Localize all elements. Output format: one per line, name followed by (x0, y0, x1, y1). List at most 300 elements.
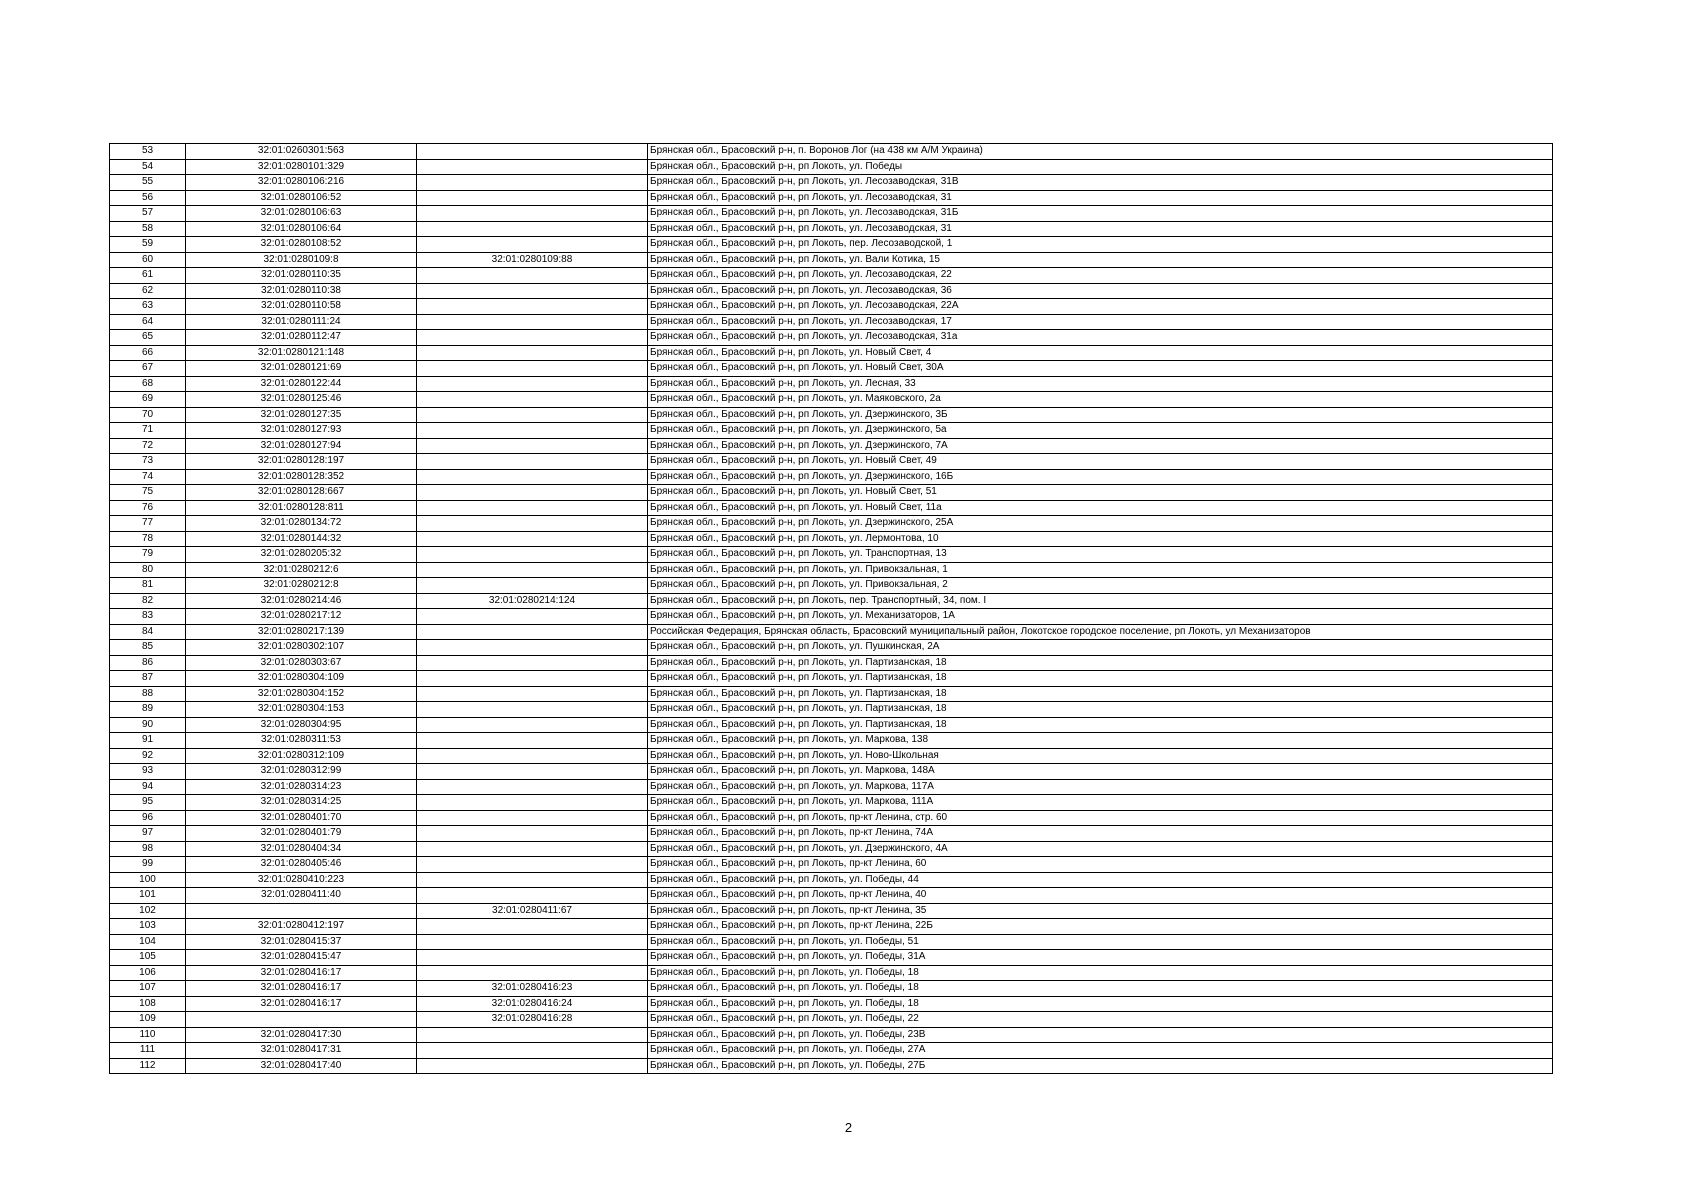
document-table (109, 143, 1553, 1074)
address-cell: Брянская обл., Брасовский р-н, рп Локоть, пр-кт Ленина, 40 (648, 888, 1553, 904)
row-number-cell: 106 (110, 965, 186, 981)
address-cell: Брянская обл., Брасовский р-н, рп Локоть, ул. Новый Свет, 49 (648, 454, 1553, 470)
related-cadastral-number-cell (417, 795, 648, 811)
row-number-cell: 62 (110, 283, 186, 299)
row-number-cell: 110 (110, 1027, 186, 1043)
cadastral-number-cell: 32:01:0280134:72 (186, 516, 417, 532)
cadastral-number-cell: 32:01:0280411:40 (186, 888, 417, 904)
table-row (110, 361, 1553, 377)
cadastral-number-cell: 32:01:0280205:32 (186, 547, 417, 563)
row-number-cell: 55 (110, 175, 186, 191)
table-row (110, 159, 1553, 175)
table-row (110, 438, 1553, 454)
cadastral-number-cell: 32:01:0280401:79 (186, 826, 417, 842)
table-row (110, 872, 1553, 888)
cadastral-number-cell: 32:01:0280212:8 (186, 578, 417, 594)
table-row (110, 996, 1553, 1012)
related-cadastral-number-cell (417, 423, 648, 439)
row-number-cell: 61 (110, 268, 186, 284)
cadastral-number-cell: 32:01:0280127:35 (186, 407, 417, 423)
related-cadastral-number-cell (417, 283, 648, 299)
row-number-cell: 54 (110, 159, 186, 175)
row-number-cell: 60 (110, 252, 186, 268)
related-cadastral-number-cell (417, 1027, 648, 1043)
cadastral-number-cell: 32:01:0280404:34 (186, 841, 417, 857)
cadastral-number-cell: 32:01:0280144:32 (186, 531, 417, 547)
row-number-cell: 67 (110, 361, 186, 377)
cadastral-number-cell: 32:01:0280122:44 (186, 376, 417, 392)
address-cell: Брянская обл., Брасовский р-н, рп Локоть, ул. Лесозаводская, 31а (648, 330, 1553, 346)
table-row (110, 531, 1553, 547)
related-cadastral-number-cell (417, 764, 648, 780)
row-number-cell: 65 (110, 330, 186, 346)
table-row (110, 578, 1553, 594)
table-row (110, 640, 1553, 656)
related-cadastral-number-cell (417, 159, 648, 175)
related-cadastral-number-cell (417, 485, 648, 501)
address-cell: Брянская обл., Брасовский р-н, рп Локоть, ул. Партизанская, 18 (648, 686, 1553, 702)
address-cell: Брянская обл., Брасовский р-н, рп Локоть, ул. Победы, 18 (648, 965, 1553, 981)
related-cadastral-number-cell (417, 965, 648, 981)
related-cadastral-number-cell (417, 717, 648, 733)
cadastral-number-cell: 32:01:0280401:70 (186, 810, 417, 826)
related-cadastral-number-cell (417, 578, 648, 594)
cadastral-number-cell: 32:01:0280128:352 (186, 469, 417, 485)
address-cell: Брянская обл., Брасовский р-н, рп Локоть, ул. Лесная, 33 (648, 376, 1553, 392)
cadastral-number-cell: 32:01:0280121:69 (186, 361, 417, 377)
row-number-cell: 93 (110, 764, 186, 780)
address-cell: Брянская обл., Брасовский р-н, рп Локоть, ул. Дзержинского, 16Б (648, 469, 1553, 485)
address-cell: Брянская обл., Брасовский р-н, рп Локоть, ул. Победы, 51 (648, 934, 1553, 950)
row-number-cell: 59 (110, 237, 186, 253)
row-number-cell: 58 (110, 221, 186, 237)
row-number-cell: 112 (110, 1058, 186, 1074)
cadastral-number-cell (186, 903, 417, 919)
related-cadastral-number-cell (417, 655, 648, 671)
table-row (110, 609, 1553, 625)
related-cadastral-number-cell (417, 330, 648, 346)
table-row (110, 857, 1553, 873)
row-number-cell: 71 (110, 423, 186, 439)
cadastral-number-cell: 32:01:0280110:58 (186, 299, 417, 315)
table-row (110, 981, 1553, 997)
table-row (110, 764, 1553, 780)
table-row (110, 950, 1553, 966)
cadastral-number-cell: 32:01:0280212:6 (186, 562, 417, 578)
cadastral-number-cell: 32:01:0280128:667 (186, 485, 417, 501)
table-row (110, 562, 1553, 578)
address-cell: Брянская обл., Брасовский р-н, рп Локоть, ул. Победы, 18 (648, 981, 1553, 997)
cadastral-number-cell: 32:01:0280110:38 (186, 283, 417, 299)
table-row (110, 330, 1553, 346)
row-number-cell: 85 (110, 640, 186, 656)
cadastral-number-cell: 32:01:0280312:109 (186, 748, 417, 764)
table-row (110, 1027, 1553, 1043)
table-row (110, 252, 1553, 268)
related-cadastral-number-cell (417, 314, 648, 330)
row-number-cell: 74 (110, 469, 186, 485)
related-cadastral-number-cell (417, 733, 648, 749)
related-cadastral-number-cell (417, 919, 648, 935)
row-number-cell: 99 (110, 857, 186, 873)
address-cell: Брянская обл., Брасовский р-н, рп Локоть, ул. Партизанская, 18 (648, 671, 1553, 687)
table-row (110, 469, 1553, 485)
cadastral-number-cell: 32:01:0280127:94 (186, 438, 417, 454)
table-row (110, 407, 1553, 423)
related-cadastral-number-cell: 32:01:0280416:23 (417, 981, 648, 997)
table-row (110, 624, 1553, 640)
row-number-cell: 84 (110, 624, 186, 640)
cadastral-number-cell: 32:01:0280415:47 (186, 950, 417, 966)
cadastral-number-cell: 32:01:0280415:37 (186, 934, 417, 950)
row-number-cell: 97 (110, 826, 186, 842)
cadastral-number-cell: 32:01:0280127:93 (186, 423, 417, 439)
row-number-cell: 105 (110, 950, 186, 966)
row-number-cell: 109 (110, 1012, 186, 1028)
address-cell: Брянская обл., Брасовский р-н, рп Локоть, ул. Лесозаводская, 31 (648, 190, 1553, 206)
row-number-cell: 53 (110, 144, 186, 160)
related-cadastral-number-cell (417, 221, 648, 237)
address-cell: Брянская обл., Брасовский р-н, рп Локоть, ул. Дзержинского, 5а (648, 423, 1553, 439)
table-row (110, 500, 1553, 516)
row-number-cell: 78 (110, 531, 186, 547)
table-row (110, 593, 1553, 609)
row-number-cell: 87 (110, 671, 186, 687)
address-cell: Брянская обл., Брасовский р-н, рп Локоть, ул. Победы (648, 159, 1553, 175)
table-row (110, 779, 1553, 795)
related-cadastral-number-cell (417, 686, 648, 702)
cadastral-number-cell: 32:01:0280302:107 (186, 640, 417, 656)
table-row (110, 485, 1553, 501)
address-cell: Брянская обл., Брасовский р-н, рп Локоть, ул. Пушкинская, 2А (648, 640, 1553, 656)
address-cell: Брянская обл., Брасовский р-н, рп Локоть, ул. Маяковского, 2а (648, 392, 1553, 408)
table-row (110, 392, 1553, 408)
address-cell: Брянская обл., Брасовский р-н, рп Локоть, ул. Дзержинского, 7А (648, 438, 1553, 454)
cadastral-number-cell: 32:01:0280303:67 (186, 655, 417, 671)
row-number-cell: 111 (110, 1043, 186, 1059)
address-cell: Брянская обл., Брасовский р-н, рп Локоть, пр-кт Ленина, 22Б (648, 919, 1553, 935)
cadastral-number-cell: 32:01:0280405:46 (186, 857, 417, 873)
related-cadastral-number-cell (417, 268, 648, 284)
related-cadastral-number-cell (417, 872, 648, 888)
address-cell: Брянская обл., Брасовский р-н, рп Локоть, ул. Лесозаводская, 36 (648, 283, 1553, 299)
table-row (110, 903, 1553, 919)
address-cell: Брянская обл., Брасовский р-н, рп Локоть, ул. Победы, 27Б (648, 1058, 1553, 1074)
cadastral-number-cell: 32:01:0280304:153 (186, 702, 417, 718)
related-cadastral-number-cell (417, 950, 648, 966)
row-number-cell: 73 (110, 454, 186, 470)
table-row (110, 1043, 1553, 1059)
related-cadastral-number-cell: 32:01:0280411:67 (417, 903, 648, 919)
row-number-cell: 107 (110, 981, 186, 997)
related-cadastral-number-cell (417, 1058, 648, 1074)
related-cadastral-number-cell (417, 810, 648, 826)
row-number-cell: 79 (110, 547, 186, 563)
address-cell: Брянская обл., Брасовский р-н, рп Локоть, ул. Вали Котика, 15 (648, 252, 1553, 268)
related-cadastral-number-cell (417, 175, 648, 191)
address-cell: Брянская обл., Брасовский р-н, рп Локоть, ул. Маркова, 148А (648, 764, 1553, 780)
related-cadastral-number-cell: 32:01:0280416:24 (417, 996, 648, 1012)
cadastral-number-cell: 32:01:0280312:99 (186, 764, 417, 780)
table-row (110, 655, 1553, 671)
row-number-cell: 108 (110, 996, 186, 1012)
related-cadastral-number-cell (417, 748, 648, 764)
related-cadastral-number-cell (417, 826, 648, 842)
cadastral-number-cell: 32:01:0280125:46 (186, 392, 417, 408)
address-cell: Брянская обл., Брасовский р-н, рп Локоть, ул. Партизанская, 18 (648, 717, 1553, 733)
table-row (110, 841, 1553, 857)
cadastral-number-cell: 32:01:0280101:329 (186, 159, 417, 175)
related-cadastral-number-cell (417, 531, 648, 547)
table-row (110, 237, 1553, 253)
table-row (110, 919, 1553, 935)
row-number-cell: 92 (110, 748, 186, 764)
row-number-cell: 95 (110, 795, 186, 811)
row-number-cell: 76 (110, 500, 186, 516)
cadastral-number-cell: 32:01:0280314:23 (186, 779, 417, 795)
related-cadastral-number-cell (417, 562, 648, 578)
row-number-cell: 83 (110, 609, 186, 625)
table-row (110, 190, 1553, 206)
row-number-cell: 86 (110, 655, 186, 671)
table-row (110, 965, 1553, 981)
related-cadastral-number-cell (417, 857, 648, 873)
cadastral-number-cell: 32:01:0280304:109 (186, 671, 417, 687)
related-cadastral-number-cell (417, 361, 648, 377)
cadastral-number-cell: 32:01:0280412:197 (186, 919, 417, 935)
row-number-cell: 88 (110, 686, 186, 702)
address-cell: Брянская обл., Брасовский р-н, рп Локоть, ул. Дзержинского, 4А (648, 841, 1553, 857)
address-cell: Брянская обл., Брасовский р-н, рп Локоть, ул. Победы, 18 (648, 996, 1553, 1012)
cadastral-number-cell: 32:01:0280121:148 (186, 345, 417, 361)
related-cadastral-number-cell: 32:01:0280416:28 (417, 1012, 648, 1028)
related-cadastral-number-cell (417, 671, 648, 687)
cadastral-number-cell: 32:01:0280410:223 (186, 872, 417, 888)
address-cell: Брянская обл., Брасовский р-н, рп Локоть, пер. Транспортный, 34, пом. I (648, 593, 1553, 609)
address-cell: Брянская обл., Брасовский р-н, рп Локоть, ул. Новый Свет, 30А (648, 361, 1553, 377)
related-cadastral-number-cell (417, 376, 648, 392)
row-number-cell: 70 (110, 407, 186, 423)
related-cadastral-number-cell (417, 1043, 648, 1059)
address-cell: Брянская обл., Брасовский р-н, рп Локоть, ул. Победы, 22 (648, 1012, 1553, 1028)
table-row (110, 268, 1553, 284)
table-row (110, 454, 1553, 470)
table-row (110, 1058, 1553, 1074)
row-number-cell: 72 (110, 438, 186, 454)
row-number-cell: 100 (110, 872, 186, 888)
table-row (110, 423, 1553, 439)
table-row (110, 314, 1553, 330)
cadastral-number-cell: 32:01:0280106:63 (186, 206, 417, 222)
table-row (110, 671, 1553, 687)
row-number-cell: 63 (110, 299, 186, 315)
table-row (110, 717, 1553, 733)
address-cell: Брянская обл., Брасовский р-н, рп Локоть, ул. Маркова, 117А (648, 779, 1553, 795)
related-cadastral-number-cell: 32:01:0280214:124 (417, 593, 648, 609)
address-cell: Брянская обл., Брасовский р-н, рп Локоть, пр-кт Ленина, стр. 60 (648, 810, 1553, 826)
related-cadastral-number-cell (417, 609, 648, 625)
address-cell: Брянская обл., Брасовский р-н, рп Локоть, ул. Ново-Школьная (648, 748, 1553, 764)
page-number: 2 (844, 1120, 853, 1135)
row-number-cell: 68 (110, 376, 186, 392)
row-number-cell: 94 (110, 779, 186, 795)
table-row (110, 144, 1553, 160)
address-cell: Брянская обл., Брасовский р-н, рп Локоть, ул. Лермонтова, 10 (648, 531, 1553, 547)
related-cadastral-number-cell (417, 206, 648, 222)
address-cell: Брянская обл., Брасовский р-н, рп Локоть, ул. Победы, 27А (648, 1043, 1553, 1059)
row-number-cell: 69 (110, 392, 186, 408)
cadastral-number-cell: 32:01:0280110:35 (186, 268, 417, 284)
table-row (110, 702, 1553, 718)
cadastral-number-cell: 32:01:0280417:40 (186, 1058, 417, 1074)
related-cadastral-number-cell (417, 888, 648, 904)
cadastral-number-cell: 32:01:0280311:53 (186, 733, 417, 749)
cadastral-number-cell: 32:01:0280417:30 (186, 1027, 417, 1043)
cadastral-number-cell: 32:01:0280314:25 (186, 795, 417, 811)
table-row (110, 826, 1553, 842)
address-cell: Брянская обл., Брасовский р-н, рп Локоть, ул. Маркова, 138 (648, 733, 1553, 749)
related-cadastral-number-cell (417, 190, 648, 206)
row-number-cell: 102 (110, 903, 186, 919)
cadastral-number-cell: 32:01:0280304:152 (186, 686, 417, 702)
address-cell: Брянская обл., Брасовский р-н, рп Локоть, ул. Партизанская, 18 (648, 702, 1553, 718)
related-cadastral-number-cell (417, 407, 648, 423)
related-cadastral-number-cell (417, 640, 648, 656)
cadastral-number-cell: 32:01:0280416:17 (186, 981, 417, 997)
row-number-cell: 82 (110, 593, 186, 609)
cadastral-number-cell: 32:01:0280214:46 (186, 593, 417, 609)
row-number-cell: 91 (110, 733, 186, 749)
address-cell: Российская Федерация, Брянская область, Брасовский муниципальный район, Локотское городское поселение, рп Локоть, ул Механизаторов (648, 624, 1553, 640)
row-number-cell: 56 (110, 190, 186, 206)
table-row (110, 748, 1553, 764)
address-cell: Брянская обл., Брасовский р-н, рп Локоть, ул. Победы, 23В (648, 1027, 1553, 1043)
address-cell: Брянская обл., Брасовский р-н, рп Локоть, ул. Победы, 44 (648, 872, 1553, 888)
table-row (110, 206, 1553, 222)
address-cell: Брянская обл., Брасовский р-н, рп Локоть, ул. Лесозаводская, 17 (648, 314, 1553, 330)
row-number-cell: 103 (110, 919, 186, 935)
address-cell: Брянская обл., Брасовский р-н, рп Локоть, ул. Дзержинского, 3Б (648, 407, 1553, 423)
table-row (110, 376, 1553, 392)
row-number-cell: 101 (110, 888, 186, 904)
related-cadastral-number-cell (417, 438, 648, 454)
row-number-cell: 90 (110, 717, 186, 733)
address-cell: Брянская обл., Брасовский р-н, п. Воронов Лог (на 438 км А/М Украина) (648, 144, 1553, 160)
cadastral-number-cell: 32:01:0280128:197 (186, 454, 417, 470)
table-row (110, 299, 1553, 315)
related-cadastral-number-cell (417, 345, 648, 361)
row-number-cell: 57 (110, 206, 186, 222)
address-cell: Брянская обл., Брасовский р-н, рп Локоть, ул. Механизаторов, 1А (648, 609, 1553, 625)
table-row (110, 733, 1553, 749)
cadastral-number-cell: 32:01:0280112:47 (186, 330, 417, 346)
related-cadastral-number-cell (417, 934, 648, 950)
address-cell: Брянская обл., Брасовский р-н, рп Локоть, ул. Дзержинского, 25А (648, 516, 1553, 532)
cadastral-number-cell: 32:01:0280128:811 (186, 500, 417, 516)
related-cadastral-number-cell (417, 144, 648, 160)
cadastral-number-cell: 32:01:0280106:52 (186, 190, 417, 206)
address-cell: Брянская обл., Брасовский р-н, рп Локоть, пр-кт Ленина, 35 (648, 903, 1553, 919)
cadastral-number-cell: 32:01:0280217:139 (186, 624, 417, 640)
cadastral-number-cell: 32:01:0260301:563 (186, 144, 417, 160)
address-cell: Брянская обл., Брасовский р-н, рп Локоть, ул. Новый Свет, 51 (648, 485, 1553, 501)
address-cell: Брянская обл., Брасовский р-н, рп Локоть, ул. Привокзальная, 2 (648, 578, 1553, 594)
cadastral-number-cell: 32:01:0280108:52 (186, 237, 417, 253)
cadastral-number-cell: 32:01:0280109:8 (186, 252, 417, 268)
row-number-cell: 89 (110, 702, 186, 718)
row-number-cell: 64 (110, 314, 186, 330)
address-cell: Брянская обл., Брасовский р-н, рп Локоть, пр-кт Ленина, 60 (648, 857, 1553, 873)
cadastral-number-cell: 32:01:0280217:12 (186, 609, 417, 625)
address-cell: Брянская обл., Брасовский р-н, рп Локоть, ул. Маркова, 111А (648, 795, 1553, 811)
related-cadastral-number-cell (417, 237, 648, 253)
related-cadastral-number-cell (417, 841, 648, 857)
row-number-cell: 77 (110, 516, 186, 532)
related-cadastral-number-cell: 32:01:0280109:88 (417, 252, 648, 268)
row-number-cell: 80 (110, 562, 186, 578)
table-row (110, 795, 1553, 811)
table-row (110, 547, 1553, 563)
table-row (110, 175, 1553, 191)
row-number-cell: 66 (110, 345, 186, 361)
address-cell: Брянская обл., Брасовский р-н, рп Локоть, пер. Лесозаводской, 1 (648, 237, 1553, 253)
table-row (110, 345, 1553, 361)
table-row (110, 686, 1553, 702)
address-cell: Брянская обл., Брасовский р-н, рп Локоть, ул. Лесозаводская, 22А (648, 299, 1553, 315)
related-cadastral-number-cell (417, 779, 648, 795)
address-cell: Брянская обл., Брасовский р-н, рп Локоть, ул. Новый Свет, 11а (648, 500, 1553, 516)
cadastral-number-cell: 32:01:0280416:17 (186, 965, 417, 981)
table-row (110, 1012, 1553, 1028)
row-number-cell: 104 (110, 934, 186, 950)
address-cell: Брянская обл., Брасовский р-н, рп Локоть, ул. Лесозаводская, 31 (648, 221, 1553, 237)
row-number-cell: 81 (110, 578, 186, 594)
row-number-cell: 98 (110, 841, 186, 857)
related-cadastral-number-cell (417, 516, 648, 532)
table-row (110, 888, 1553, 904)
related-cadastral-number-cell (417, 299, 648, 315)
table-row (110, 283, 1553, 299)
address-cell: Брянская обл., Брасовский р-н, рп Локоть, ул. Транспортная, 13 (648, 547, 1553, 563)
row-number-cell: 75 (110, 485, 186, 501)
table-row (110, 516, 1553, 532)
address-cell: Брянская обл., Брасовский р-н, рп Локоть, ул. Партизанская, 18 (648, 655, 1553, 671)
cadastral-number-cell: 32:01:0280416:17 (186, 996, 417, 1012)
related-cadastral-number-cell (417, 702, 648, 718)
address-cell: Брянская обл., Брасовский р-н, рп Локоть, ул. Лесозаводская, 31В (648, 175, 1553, 191)
cadastral-number-cell: 32:01:0280304:95 (186, 717, 417, 733)
cadastral-number-cell: 32:01:0280111:24 (186, 314, 417, 330)
cadastral-number-cell: 32:01:0280106:64 (186, 221, 417, 237)
address-cell: Брянская обл., Брасовский р-н, рп Локоть, ул. Победы, 31А (648, 950, 1553, 966)
related-cadastral-number-cell (417, 454, 648, 470)
related-cadastral-number-cell (417, 547, 648, 563)
address-cell: Брянская обл., Брасовский р-н, рп Локоть, ул. Лесозаводская, 31Б (648, 206, 1553, 222)
table-row (110, 934, 1553, 950)
row-number-cell: 96 (110, 810, 186, 826)
related-cadastral-number-cell (417, 500, 648, 516)
table-body (110, 144, 1553, 1074)
address-cell: Брянская обл., Брасовский р-н, рп Локоть, пр-кт Ленина, 74А (648, 826, 1553, 842)
cadastral-number-cell: 32:01:0280417:31 (186, 1043, 417, 1059)
related-cadastral-number-cell (417, 392, 648, 408)
related-cadastral-number-cell (417, 469, 648, 485)
table-row (110, 221, 1553, 237)
table-row (110, 810, 1553, 826)
cadastral-number-cell: 32:01:0280106:216 (186, 175, 417, 191)
address-cell: Брянская обл., Брасовский р-н, рп Локоть, ул. Новый Свет, 4 (648, 345, 1553, 361)
address-cell: Брянская обл., Брасовский р-н, рп Локоть, ул. Лесозаводская, 22 (648, 268, 1553, 284)
